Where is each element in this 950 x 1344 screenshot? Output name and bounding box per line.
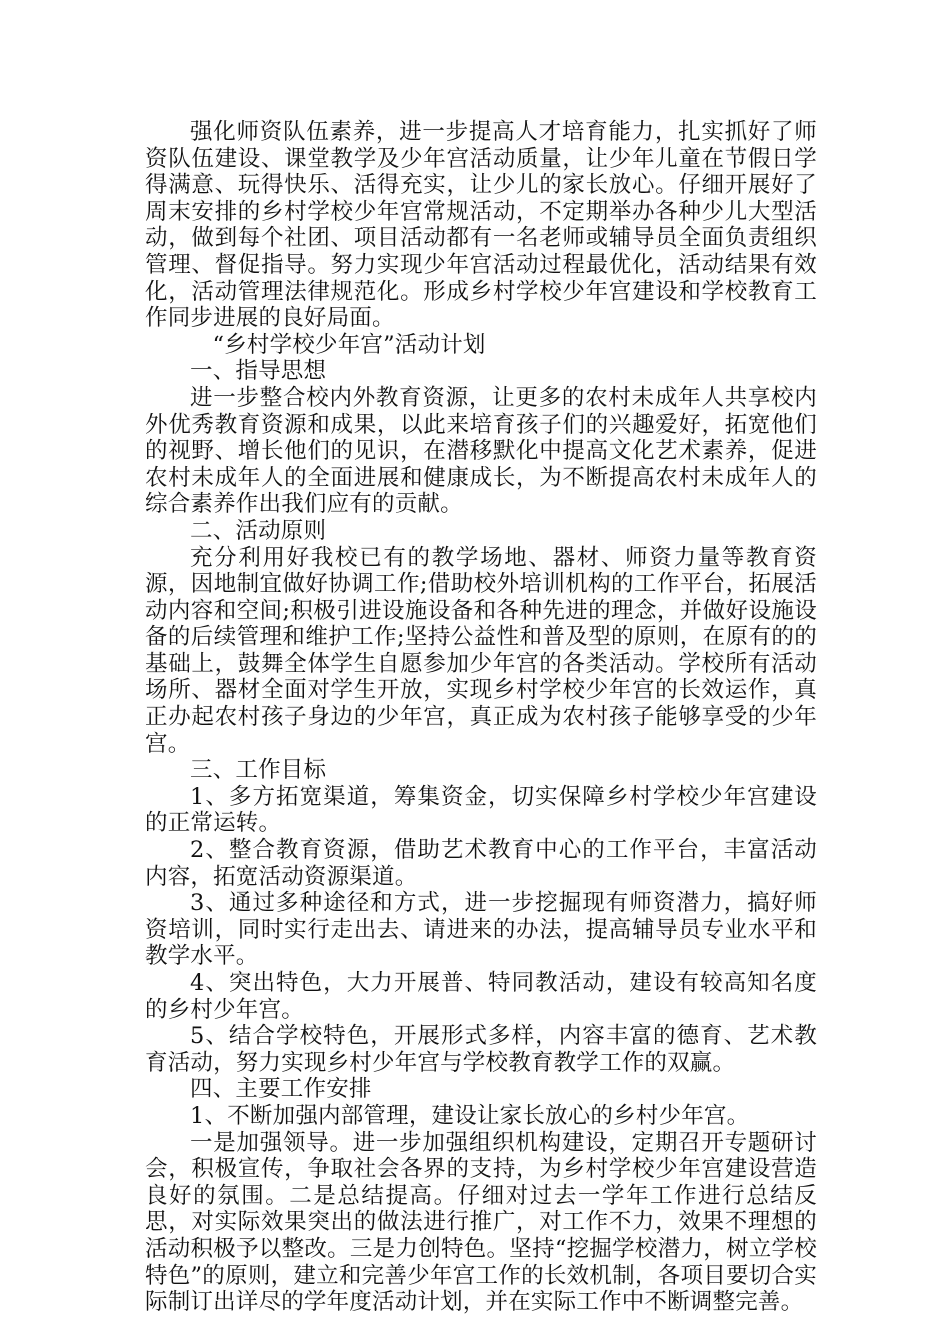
- paragraph-intro: 强化师资队伍素养，进一步提高人才培育能力，扎实抓好了师资队伍建设、课堂教学及少年宫活动质量，让少年儿童在节假日学得满意、玩得快乐、活得充实，让少儿的家长放心。仔细开展好了周末安排的乡村学校少年宫常规活动，不定期举办各种少儿大型活动，做到每个社团、项目活动都有一名老师或辅导员全面负责组织管理、督促指导。努力实现少年宫活动过程最优化，活动结果有效化，活动管理法律规范化。形成乡村学校少年宫建设和学校教育工作同步进展的良好局面。: [145, 119, 817, 332]
- section-heading-guiding-ideology: 一、指导思想: [190, 358, 327, 385]
- goal-item-1: 1、多方拓宽渠道，筹集资金，切实保障乡村学校少年宫建设的正常运转。: [145, 783, 817, 837]
- paragraph-activity-principles: 充分利用好我校已有的教学场地、器材、师资力量等教育资源，因地制宜做好协调工作;借助校外培训机构的工作平台，拓展活动内容和空间;积极引进设施设备和各种先进的理念，并做好设施设备的后续管理和维护工作;坚持公益性和普及型的原则，在原有的的基础上，鼓舞全体学生自愿参加少年宫的各类活动。学校所有活动场所、器材全面对学生开放，实现乡村学校少年宫的长效运作，真正办起农村孩子身边的少年宫，真正成为农村孩子能够享受的少年宫。: [145, 544, 817, 757]
- goal-item-5: 5、结合学校特色，开展形式多样，内容丰富的德育、艺术教育活动，努力实现乡村少年宫与学校教育教学工作的双赢。: [145, 1023, 817, 1076]
- document-body: [145, 119, 817, 1316]
- paragraph-guiding-ideology: 进一步整合校内外教育资源，让更多的农村未成年人共享校内外优秀教育资源和成果，以此来培育孩子们的兴趣爱好，拓宽他们的视野、增长他们的见识，在潜移默化中提高文化艺术素养，促进农村未成年人的全面进展和健康成长，为不断提高农村未成年人的综合素养作出我们应有的贡献。: [145, 384, 817, 518]
- section-heading-activity-principles: 二、活动原则: [190, 517, 327, 544]
- goal-item-3: 3、通过多种途径和方式，进一步挖掘现有师资潜力，搞好师资培训，同时实行走出去、请进来的办法，提高辅导员专业水平和教学水平。: [145, 890, 817, 970]
- arrangement-item-1: 1、不断加强内部管理，建设让家长放心的乡村少年宫。: [190, 1102, 750, 1129]
- plan-title: “乡村学校少年宫”活动计划: [212, 331, 486, 358]
- paragraph-arrangement-details: 一是加强领导。进一步加强组织机构建设，定期召开专题研讨会，积极宣传，争取社会各界的支持，为乡村学校少年宫建设营造良好的氛围。二是总结提高。仔细对过去一学年工作进行总结反思，对实际效果突出的做法进行推广，对工作不力，效果不理想的活动积极予以整改。三是力创特色。坚持“挖掘学校潜力，树立学校特色”的原则，建立和完善少年宫工作的长效机制，各项目要切合实际制订出详尽的学年度活动计划，并在实际工作中不断调整完善。: [145, 1129, 817, 1316]
- goal-item-2: 2、整合教育资源，借助艺术教育中心的工作平台，丰富活动内容，拓宽活动资源渠道。: [145, 837, 817, 890]
- section-heading-work-goals: 三、工作目标: [190, 757, 327, 784]
- goal-item-4: 4、突出特色，大力开展普、特同教活动，建设有较高知名度的乡村少年宫。: [145, 970, 817, 1023]
- section-heading-main-work-arrangements: 四、主要工作安排: [190, 1076, 372, 1103]
